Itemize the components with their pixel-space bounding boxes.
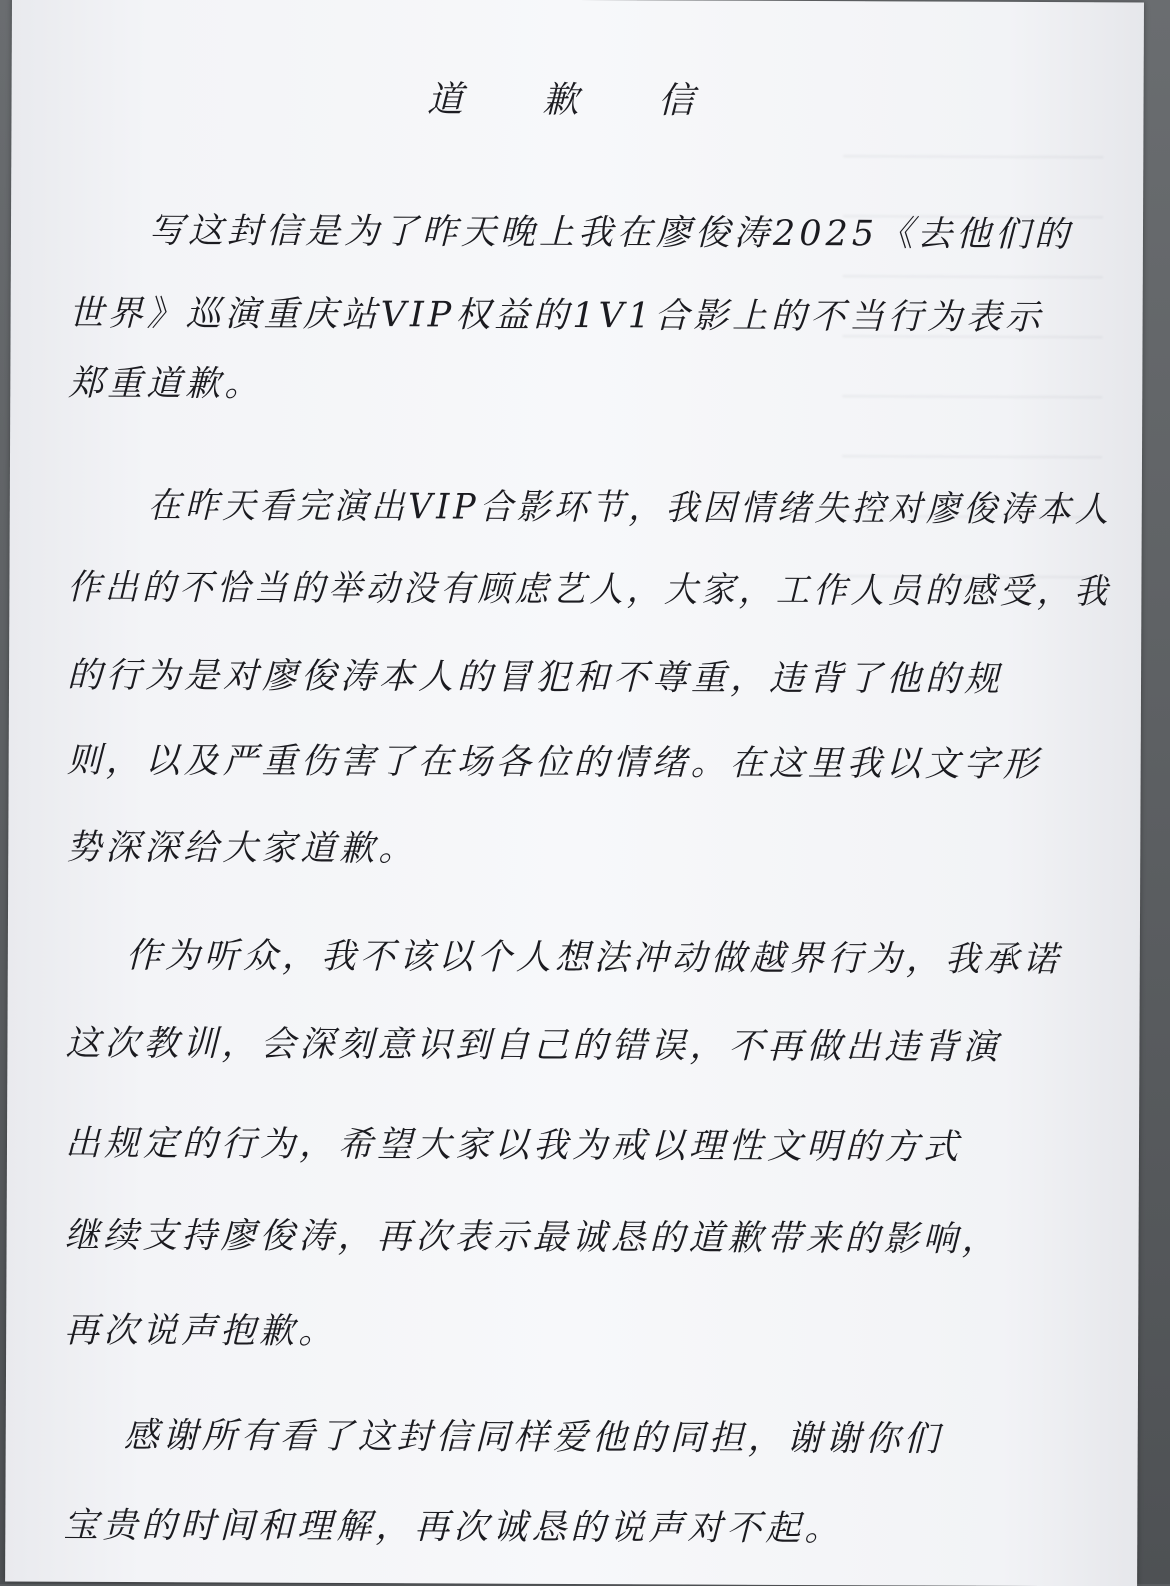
letter-paper <box>5 0 1144 1586</box>
letter-line: 继续支持廖俊涛，再次表示最诚恳的道歉带来的影响， <box>64 1215 1001 1260</box>
letter-line: 郑重道歉。 <box>68 363 264 405</box>
letter-line: 再次说声抱歉。 <box>64 1310 338 1352</box>
letter-line: 作为听众，我不该以个人想法冲动做越界行为，我承诺 <box>125 936 1062 981</box>
letter-line: 宝贵的时间和理解，再次诚恳的说声对不起。 <box>63 1505 844 1550</box>
letter-title: 道 歉 信 <box>427 79 729 122</box>
letter-line: 世界》巡演重庆站VIP权益的1V1合影上的不当行为表示 <box>68 293 1045 339</box>
letter-line: 感谢所有看了这封信同样爱他的同担，谢谢你们 <box>123 1416 943 1460</box>
letter-line: 这次教训，会深刻意识到自己的错误，不再做出违背演 <box>65 1023 1002 1068</box>
letter-line: 写这封信是为了昨天晚上我在廖俊涛2025《去他们的 <box>148 211 1074 256</box>
letter-line: 的行为是对廖俊涛本人的冒犯和不尊重，违背了他的规 <box>66 655 1004 700</box>
letter-line: 势深深给大家道歉。 <box>66 827 418 870</box>
letter-line: 作出的不恰当的举动没有顾虑艺人，大家，工作人员的感受，我 <box>67 567 1112 613</box>
letter-line: 出规定的行为，希望大家以我为戒以理性文明的方式 <box>64 1123 963 1168</box>
letter-line: 则，以及严重伤害了在场各位的情绪。在这里我以文字形 <box>66 740 1042 786</box>
letter-line: 在昨天看完演出VIP合影环节，我因情绪失控对廖俊涛本人 <box>147 486 1113 531</box>
